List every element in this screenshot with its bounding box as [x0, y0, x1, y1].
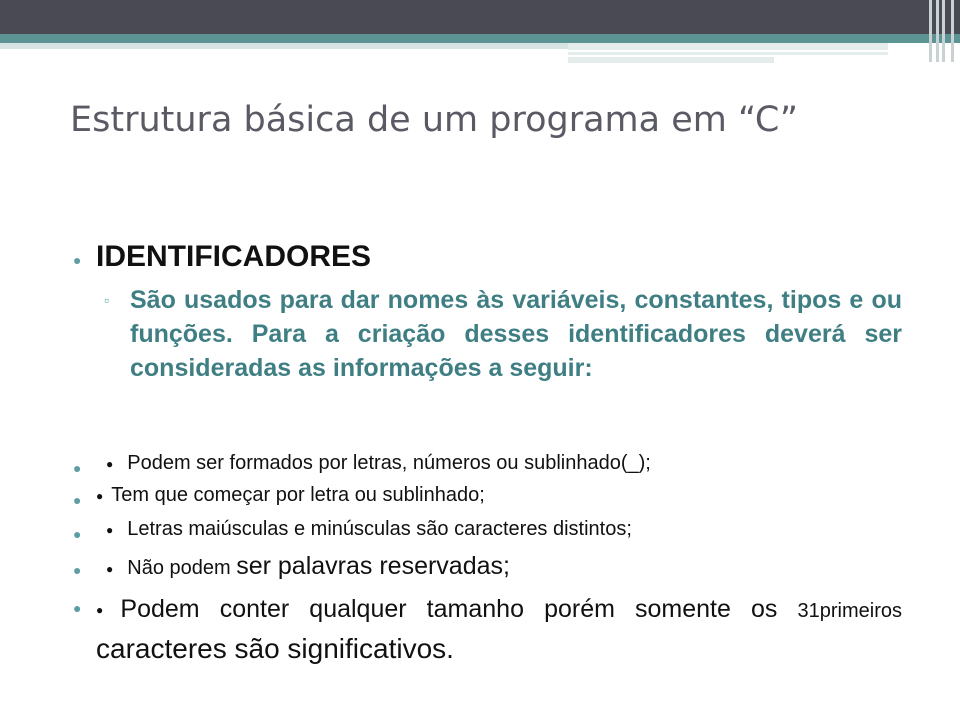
bullet-icon: ● — [73, 562, 82, 578]
section-heading: IDENTIFICADORES — [96, 240, 372, 273]
decorative-stripe — [0, 43, 568, 49]
list-item-text: Não podem — [127, 557, 231, 579]
list-item — [96, 484, 485, 507]
slide-title: Estrutura básica de um programa em “C” — [70, 100, 799, 140]
square-bullet-icon: ▫ — [104, 292, 109, 308]
dot-icon: ● — [106, 561, 114, 576]
decorative-stripe — [568, 57, 774, 63]
bullet-icon: ● — [73, 252, 82, 268]
list-item-text: Podem conter qualquer tamanho porém somente os — [120, 595, 778, 623]
list-item — [96, 590, 902, 669]
decorative-vertical-lines — [925, 0, 960, 62]
bullet-icon: ● — [73, 460, 82, 476]
bullet-icon: ● — [73, 492, 82, 508]
slide-accent-bar — [0, 34, 960, 43]
list-item-text-emphasis: ser palavras reservadas; — [236, 552, 510, 580]
dot-icon: ● — [106, 456, 114, 471]
list-item — [106, 552, 510, 581]
dot-icon: ● — [96, 488, 104, 503]
list-item-text: Podem ser formados por letras, números ou sublinhado(_); — [127, 452, 651, 474]
list-item-text: Tem que começar por letra ou sublinhado; — [111, 484, 485, 506]
list-item-text: Letras maiúsculas e minúsculas são caracteres distintos; — [127, 518, 632, 540]
description-paragraph: São usados para dar nomes às variáveis, constantes, tipos e ou funções. Para a criação desses identificadores deverá ser consideradas as informações a seguir: — [130, 286, 902, 382]
list-item — [106, 452, 651, 475]
list-item — [106, 518, 632, 541]
dot-icon: ● — [96, 603, 117, 618]
list-item-text-emphasis: caracteres são significativos. — [96, 633, 454, 664]
decorative-stripe-gap — [568, 50, 888, 52]
bullet-icon: ● — [73, 526, 82, 542]
decorative-stripe — [568, 43, 888, 55]
bullet-icon: ● — [73, 600, 82, 616]
dot-icon: ● — [106, 522, 114, 537]
list-item-text: 31primeiros — [797, 600, 903, 622]
slide-top-bar — [0, 0, 960, 34]
